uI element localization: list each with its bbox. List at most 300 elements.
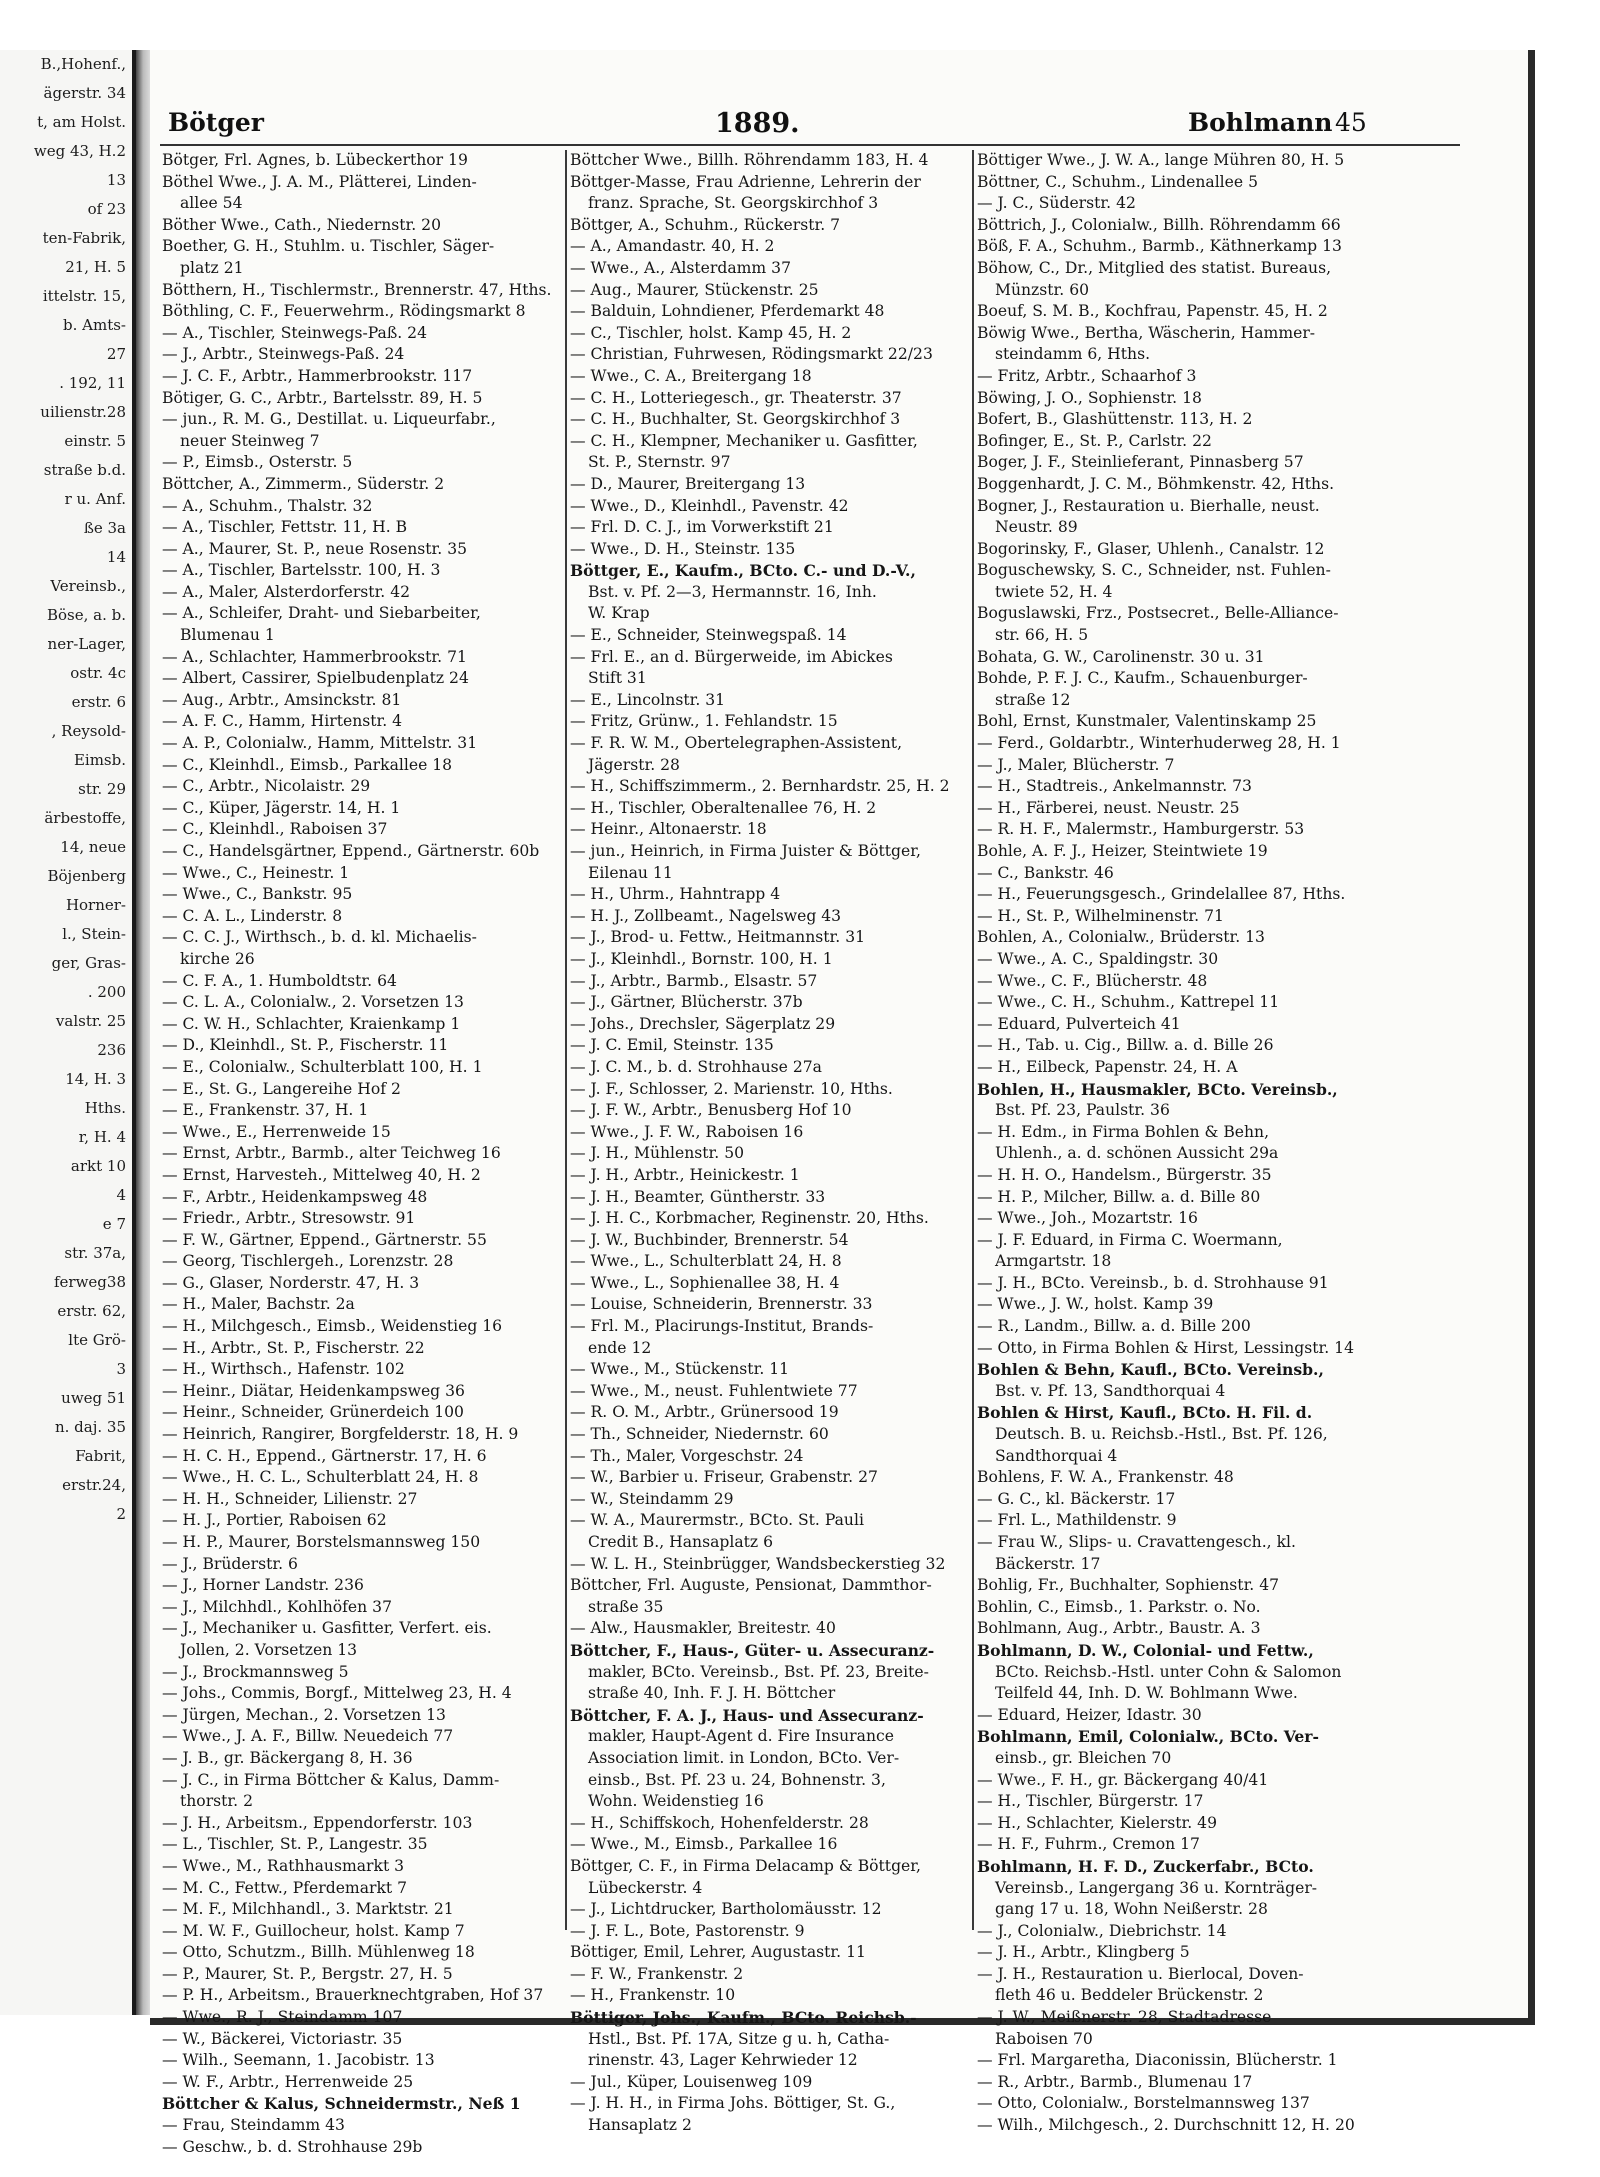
- directory-entry: — J., Milchhdl., Kohlhöfen 37: [162, 1597, 392, 1616]
- directory-entry-continuation: Münzstr. 60: [995, 280, 1090, 299]
- directory-entry-continuation: twiete 52, H. 4: [995, 582, 1113, 601]
- directory-entry: Boger, J. F., Steinlieferant, Pinnasberg 57: [977, 453, 1304, 472]
- directory-entry: — Heinr., Altonaerstr. 18: [570, 820, 767, 839]
- directory-entry: — C. H., Buchhalter, St. Georgskirchhof 3: [570, 410, 901, 429]
- directory-entry: — H., Stadtreis., Ankelmannstr. 73: [977, 777, 1252, 796]
- directory-entry: Böther Wwe., Cath., Niedernstr. 20: [162, 215, 442, 234]
- directory-entry-continuation: Bäckerstr. 17: [995, 1554, 1101, 1573]
- directory-entry: — F. W., Frankenstr. 2: [570, 1964, 744, 1983]
- previous-page-fragment: Eimsb.: [73, 751, 126, 769]
- previous-page-fragment: n. daj. 35: [54, 1418, 126, 1436]
- directory-entry: — H., Arbtr., St. P., Fischerstr. 22: [162, 1338, 425, 1357]
- previous-page-fragment: t, am Holst.: [37, 113, 126, 131]
- directory-entry-continuation: Bst. Pf. 23, Paulstr. 36: [995, 1101, 1170, 1120]
- directory-entry-continuation: Jägerstr. 28: [588, 755, 680, 774]
- directory-entry: — H., Tab. u. Cig., Billw. a. d. Bille 26: [977, 1036, 1274, 1055]
- directory-entry: — A., Tischler, Fettstr. 11, H. B: [162, 518, 408, 537]
- directory-entry: — H., Tischler, Oberaltenallee 76, H. 2: [570, 798, 877, 817]
- directory-entry: — Wwe., D., Kleinhdl., Pavenstr. 42: [570, 496, 849, 515]
- directory-entry: Boggenhardt, J. C. M., Böhmkenstr. 42, Hths.: [977, 474, 1335, 493]
- directory-entry: Böttger-Masse, Frau Adrienne, Lehrerin der: [570, 172, 921, 191]
- directory-entry: — J. H. C., Korbmacher, Reginenstr. 20, Hths.: [570, 1209, 929, 1228]
- directory-entry: — C., Handelsgärtner, Eppend., Gärtnerstr. 60b: [162, 842, 540, 860]
- directory-entry: — Frl. M., Placirungs-Institut, Brands-: [570, 1317, 874, 1336]
- directory-entry: — Fritz, Grünw., 1. Fehlandstr. 15: [570, 712, 838, 731]
- directory-entry-continuation: straße 35: [588, 1597, 664, 1616]
- directory-entry: Böttiger Wwe., J. W. A., lange Mühren 80, H. 5: [977, 151, 1345, 169]
- directory-entry: Böwig Wwe., Bertha, Wäscherin, Hammer-: [977, 323, 1316, 342]
- directory-entry: — E., Lincolnstr. 31: [570, 690, 726, 709]
- directory-entry: — Heinr., Diätar, Heidenkampsweg 36: [162, 1381, 465, 1400]
- directory-entry: — Frl. D. C. J., im Vorwerkstift 21: [570, 518, 834, 537]
- directory-entry-continuation: Eilenau 11: [588, 863, 673, 882]
- directory-entry-continuation: Credit B., Hansaplatz 6: [588, 1533, 774, 1551]
- directory-entry: — H. F., Fuhrm., Cremon 17: [977, 1835, 1200, 1854]
- directory-entry-continuation: Lübeckerstr. 4: [588, 1878, 703, 1897]
- directory-entry: Böttger, E., Kaufm., BCto. C.- und D.-V.,: [570, 561, 916, 581]
- directory-entry: — C. F. A., 1. Humboldtstr. 64: [162, 971, 397, 990]
- directory-entry: Böttiger, Johs., Kaufm., BCto. Reichsb.-: [570, 2008, 917, 2028]
- directory-entry: — Wwe., C. H., Schuhm., Kattrepel 11: [977, 993, 1280, 1012]
- directory-entry: — Wwe., F. H., gr. Bäckergang 40/41: [977, 1770, 1269, 1789]
- directory-entry: — Wwe., J. W., holst. Kamp 39: [977, 1295, 1214, 1314]
- directory-entry: — A., Tischler, Steinwegs-Paß. 24: [162, 323, 428, 342]
- directory-entry: — Ferd., Goldarbtr., Winterhuderweg 28, H. 1: [977, 734, 1341, 753]
- directory-entry: Bohlig, Fr., Buchhalter, Sophienstr. 47: [977, 1576, 1280, 1595]
- previous-page-fragment: 27: [106, 345, 126, 363]
- directory-entry: — J. H., Arbeitsm., Eppendorferstr. 103: [162, 1813, 473, 1832]
- directory-entry: — J., Gärtner, Blücherstr. 37b: [570, 993, 803, 1012]
- directory-entry-continuation: rinenstr. 43, Lager Kehrwieder 12: [588, 2051, 858, 2070]
- directory-entry-continuation: platz 21: [180, 258, 244, 277]
- directory-entry: — J. H., Arbtr., Heinickestr. 1: [570, 1165, 800, 1184]
- directory-entry-continuation: W. Krap: [588, 604, 650, 623]
- directory-page: [150, 50, 1535, 2156]
- directory-entry: — J. F. W., Arbtr., Benusberg Hof 10: [570, 1101, 852, 1120]
- directory-entry: — P., Maurer, St. P., Bergstr. 27, H. 5: [162, 1964, 453, 1983]
- directory-entry: — H., St. P., Wilhelminenstr. 71: [977, 906, 1224, 925]
- directory-entry: — J. F. Eduard, in Firma C. Woermann,: [977, 1230, 1283, 1249]
- previous-page-fragment: erstr.24,: [62, 1476, 126, 1494]
- directory-entry: — Wwe., C., Bankstr. 95: [162, 885, 353, 904]
- directory-entry: — G., Glaser, Norderstr. 47, H. 3: [162, 1273, 420, 1292]
- directory-entry-continuation: kirche 26: [180, 949, 255, 968]
- previous-page-fragment: erstr. 6: [71, 693, 126, 711]
- directory-entry: — W., Bäckerei, Victoriastr. 35: [162, 2029, 403, 2048]
- directory-entry: — Wwe., M., Eimsb., Parkallee 16: [570, 1835, 838, 1854]
- directory-entry: Bohde, P. F. J. C., Kaufm., Schauenburger-: [977, 669, 1308, 688]
- previous-page-fragment: 21, H. 5: [65, 258, 126, 276]
- directory-entry: Böttrich, J., Colonialw., Billh. Röhrendamm 66: [977, 215, 1341, 234]
- directory-entry: — C., Kleinhdl., Eimsb., Parkallee 18: [162, 755, 453, 774]
- directory-entry-continuation: Blumenau 1: [180, 626, 275, 645]
- previous-page-fragment: 3: [116, 1360, 126, 1378]
- directory-entry: — J., Brockmannsweg 5: [162, 1662, 349, 1681]
- header-rule: [160, 144, 1460, 146]
- directory-entry: Bohlmann, D. W., Colonial- und Fettw.,: [977, 1640, 1314, 1660]
- directory-entry: — Wwe., J. F. W., Raboisen 16: [570, 1122, 804, 1141]
- directory-entry: Boguschewsky, S. C., Schneider, nst. Fuhlen-: [977, 561, 1331, 580]
- directory-entry: — jun., Heinrich, in Firma Juister & Böttger,: [570, 842, 921, 860]
- directory-entry: — W., Steindamm 29: [570, 1489, 734, 1508]
- directory-entry-continuation: BCto. Reichsb.-Hstl. unter Cohn & Salomon: [995, 1662, 1342, 1681]
- directory-entry: — H., Wirthsch., Hafenstr. 102: [162, 1360, 405, 1379]
- directory-entry: — C., Tischler, holst. Kamp 45, H. 2: [570, 323, 852, 342]
- directory-entry: — F. W., Gärtner, Eppend., Gärtnerstr. 55: [162, 1230, 487, 1249]
- directory-entry-continuation: Wohn. Weidenstieg 16: [588, 1792, 764, 1811]
- directory-entry-continuation: franz. Sprache, St. Georgskirchhof 3: [588, 194, 879, 213]
- directory-entry: — A. P., Colonialw., Hamm, Mittelstr. 31: [162, 734, 478, 753]
- directory-entry: — P., Eimsb., Osterstr. 5: [162, 453, 353, 472]
- directory-entry: — Fritz, Arbtr., Schaarhof 3: [977, 366, 1197, 385]
- directory-entry: — H., Milchgesch., Eimsb., Weidenstieg 16: [162, 1317, 503, 1336]
- previous-page-fragment: 4: [116, 1186, 126, 1204]
- directory-entry: — E., Frankenstr. 37, H. 1: [162, 1101, 369, 1120]
- directory-entry: Böttger, C. F., in Firma Delacamp & Böttger,: [570, 1856, 921, 1875]
- directory-entry: Bohlmann, Aug., Arbtr., Baustr. A. 3: [977, 1619, 1261, 1638]
- directory-entry: — H., Uhrm., Hahntrapp 4: [570, 885, 781, 904]
- directory-entry: — G. C., kl. Bäckerstr. 17: [977, 1489, 1176, 1508]
- directory-entry: — H., Tischler, Bürgerstr. 17: [977, 1792, 1204, 1811]
- previous-page-fragment: str. 37a,: [64, 1244, 126, 1262]
- previous-page-fragment: weg 43, H.2: [33, 142, 126, 160]
- directory-entry: — J., Horner Landstr. 236: [162, 1576, 364, 1595]
- directory-entry-continuation: steindamm 6, Hths.: [995, 345, 1151, 364]
- directory-entry: — Wwe., M., Stückenstr. 11: [570, 1360, 790, 1379]
- directory-entry-continuation: einsb., Bst. Pf. 23 u. 24, Bohnenstr. 3,: [588, 1770, 886, 1789]
- directory-entry: — H., Frankenstr. 10: [570, 1986, 736, 2005]
- directory-entry: — Georg, Tischlergeh., Lorenzstr. 28: [162, 1252, 454, 1271]
- directory-entry: — Geschw., b. d. Strohhause 29b: [162, 2137, 423, 2156]
- directory-entry: — M. W. F., Guillocheur, holst. Kamp 7: [162, 1921, 465, 1940]
- previous-page-fragment: 14, H. 3: [65, 1070, 126, 1088]
- directory-entry: Bohlmann, Emil, Colonialw., BCto. Ver-: [977, 1727, 1319, 1747]
- directory-entry: — Eduard, Heizer, Idastr. 30: [977, 1705, 1202, 1724]
- directory-entry: — J. H., Arbtr., Klingberg 5: [977, 1943, 1190, 1962]
- directory-entry: Bohl, Ernst, Kunstmaler, Valentinskamp 25: [977, 712, 1317, 731]
- directory-entry-continuation: Uhlenh., a. d. schönen Aussicht 29a: [995, 1144, 1279, 1163]
- directory-entry: — P. H., Arbeitsm., Brauerknechtgraben, Hof 37: [162, 1986, 544, 2005]
- directory-entry: — J., Arbtr., Barmb., Elsastr. 57: [570, 971, 818, 990]
- directory-entry-continuation: St. P., Sternstr. 97: [588, 453, 731, 472]
- directory-entry: — A., Schlachter, Hammerbrookstr. 71: [162, 647, 467, 666]
- previous-page-fragment: , Reysold-: [51, 722, 126, 740]
- column-3: [977, 150, 1409, 2135]
- directory-entry: — Wwe., M., neust. Fuhlentwiete 77: [570, 1381, 858, 1400]
- directory-entry-continuation: ende 12: [588, 1338, 652, 1357]
- directory-entry: — C. L. A., Colonialw., 2. Vorsetzen 13: [162, 993, 464, 1012]
- directory-entry: — C. W. H., Schlachter, Kraienkamp 1: [162, 1014, 461, 1033]
- directory-entry: — Frl. E., an d. Bürgerweide, im Abickes: [570, 647, 893, 666]
- directory-entry: — H., Schiffszimmerm., 2. Bernhardstr. 25, H. 2: [570, 777, 950, 796]
- previous-page-fragment: Böjenberg: [47, 867, 126, 885]
- previous-page-fragment: . 192, 11: [59, 374, 126, 392]
- directory-entry-continuation: makler, BCto. Vereinsb., Bst. Pf. 23, Breite-: [588, 1662, 929, 1681]
- directory-entry: — Ernst, Harvesteh., Mittelweg 40, H. 2: [162, 1165, 481, 1184]
- directory-entry: — W. F., Arbtr., Herrenweide 25: [162, 2072, 414, 2091]
- directory-entry: — Louise, Schneiderin, Brennerstr. 33: [570, 1295, 873, 1314]
- previous-page-fragment: valstr. 25: [55, 1012, 126, 1030]
- directory-entry: — J. C., Süderstr. 42: [977, 194, 1136, 213]
- directory-entry-continuation: Raboisen 70: [995, 2029, 1093, 2048]
- directory-entry: — Heinr., Schneider, Grünerdeich 100: [162, 1403, 464, 1422]
- directory-entry: — E., St. G., Langereihe Hof 2: [162, 1079, 401, 1098]
- directory-entry: — J. C., in Firma Böttcher & Kalus, Damm-: [162, 1770, 500, 1789]
- page-number: 45: [1335, 108, 1367, 137]
- directory-entry: — Otto, in Firma Bohlen & Hirst, Lessingstr. 14: [977, 1338, 1354, 1357]
- column-2: [570, 150, 982, 2135]
- previous-page-fragment: Böse, a. b.: [46, 606, 126, 624]
- directory-entry: — J. H., Restauration u. Bierlocal, Doven-: [977, 1964, 1304, 1983]
- directory-entry: — Th., Maler, Vorgeschstr. 24: [570, 1446, 804, 1465]
- directory-entry-continuation: Teilfeld 44, Inh. D. W. Bohlmann Wwe.: [995, 1684, 1298, 1703]
- directory-entry: — A., Maurer, St. P., neue Rosenstr. 35: [162, 539, 468, 558]
- directory-entry: Böttiger, Emil, Lehrer, Augustastr. 11: [570, 1943, 866, 1962]
- directory-entry-continuation: straße 12: [995, 690, 1071, 709]
- directory-entry-continuation: Association limit. in London, BCto. Ver-: [588, 1748, 900, 1767]
- directory-entry: — Friedr., Arbtr., Stresowstr. 91: [162, 1209, 416, 1228]
- previous-page-fragment: lte Grö-: [68, 1331, 126, 1349]
- directory-entry: — Aug., Maurer, Stückenstr. 25: [570, 280, 819, 299]
- previous-page-fragment: ittelstr. 15,: [42, 287, 126, 305]
- previous-page-fragment: str. 29: [78, 780, 126, 798]
- directory-entry: — Jürgen, Mechan., 2. Vorsetzen 13: [162, 1705, 446, 1724]
- directory-entry: — H. H., Schneider, Lilienstr. 27: [162, 1489, 418, 1508]
- previous-page-fragment: b. Amts-: [63, 316, 126, 334]
- directory-entry: — Wwe., C., Heinestr. 1: [162, 863, 350, 882]
- directory-entry: — J., Lichtdrucker, Bartholomäusstr. 12: [570, 1900, 882, 1919]
- previous-page-fragment: ostr. 4c: [70, 664, 126, 682]
- directory-entry: — C. H., Klempner, Mechaniker u. Gasfitter,: [570, 431, 918, 450]
- directory-entry: — C. A. L., Linderstr. 8: [162, 906, 343, 925]
- directory-entry-continuation: fleth 46 u. Beddeler Brückenstr. 2: [995, 1986, 1264, 2005]
- directory-entry: — J. C. M., b. d. Strohhause 27a: [570, 1057, 822, 1076]
- directory-entry: — Frau W., Slips- u. Cravattengesch., kl.: [977, 1533, 1296, 1551]
- directory-entry: — jun., R. M. G., Destillat. u. Liqueurfabr.,: [162, 410, 496, 429]
- directory-entry: Bogorinsky, F., Glaser, Uhlenh., Canalstr. 12: [977, 539, 1325, 558]
- directory-entry: Bohlmann, H. F. D., Zuckerfabr., BCto.: [977, 1856, 1314, 1876]
- directory-entry-continuation: Vereinsb., Langergang 36 u. Kornträger-: [995, 1878, 1318, 1897]
- directory-entry: — Heinrich, Rangirer, Borgfelderstr. 18, H. 9: [162, 1425, 519, 1444]
- previous-page-fragment: r, H. 4: [78, 1128, 126, 1146]
- previous-page-fragment: Horner-: [65, 896, 126, 914]
- directory-entry: — D., Kleinhdl., St. P., Fischerstr. 11: [162, 1036, 449, 1055]
- directory-entry: — A., Schuhm., Thalstr. 32: [162, 496, 373, 515]
- previous-page-fragment: r u. Anf.: [64, 490, 126, 508]
- directory-entry: Böthel Wwe., J. A. M., Plätterei, Linden-: [162, 172, 477, 191]
- directory-entry: — A., Amandastr. 40, H. 2: [570, 237, 775, 256]
- directory-entry: — Otto, Colonialw., Borstelmannsweg 137: [977, 2094, 1310, 2113]
- directory-entry: — C., Bankstr. 46: [977, 863, 1114, 882]
- previous-page-fragment: arkt 10: [70, 1157, 126, 1175]
- directory-entry: — J., Maler, Blücherstr. 7: [977, 755, 1175, 774]
- directory-entry-continuation: thorstr. 2: [180, 1792, 253, 1811]
- directory-entry-continuation: str. 66, H. 5: [995, 626, 1089, 645]
- directory-entry: Böttger, A., Schuhm., Rückerstr. 7: [570, 215, 841, 234]
- column-divider: [565, 150, 567, 1930]
- directory-entry: — R., Arbtr., Barmb., Blumenau 17: [977, 2072, 1253, 2091]
- directory-entry: — Christian, Fuhrwesen, Rödingsmarkt 22/23: [570, 345, 933, 364]
- previous-page-fragment: 2: [116, 1505, 126, 1523]
- previous-page-fragment: ägerstr. 34: [43, 84, 126, 102]
- previous-page-fragment: ärbestoffe,: [44, 809, 126, 827]
- directory-entry: — Wwe., A. C., Spaldingstr. 30: [977, 949, 1219, 968]
- directory-entry: — Alw., Hausmakler, Breitestr. 40: [570, 1619, 836, 1638]
- directory-entry: — W., Barbier u. Friseur, Grabenstr. 27: [570, 1468, 878, 1487]
- directory-entry: — A., Schleifer, Draht- und Siebarbeiter,: [162, 604, 481, 623]
- directory-entry: Böttcher, A., Zimmerm., Süderstr. 2: [162, 474, 445, 493]
- directory-entry: — Wwe., C. F., Blücherstr. 48: [977, 971, 1208, 990]
- directory-entry: — H. P., Maurer, Borstelsmannsweg 150: [162, 1533, 481, 1551]
- directory-entry: Bohlens, F. W. A., Frankenstr. 48: [977, 1468, 1234, 1487]
- column-divider: [972, 150, 974, 1930]
- directory-entry: — J. H., Mühlenstr. 50: [570, 1144, 745, 1163]
- directory-entry: — Frl. L., Mathildenstr. 9: [977, 1511, 1177, 1530]
- directory-entry: — Frl. Margaretha, Diaconissin, Blücherstr. 1: [977, 2051, 1338, 2070]
- directory-entry: — D., Maurer, Breitergang 13: [570, 474, 806, 493]
- directory-entry: Bogner, J., Restauration u. Bierhalle, neust.: [977, 496, 1320, 515]
- directory-entry: — J. H., Beamter, Güntherstr. 33: [570, 1187, 826, 1206]
- directory-entry: Bohlen, H., Hausmakler, BCto. Vereinsb.,: [977, 1079, 1338, 1099]
- directory-entry: — J. C. F., Arbtr., Hammerbrookstr. 117: [162, 366, 473, 385]
- directory-entry: — J., Brüderstr. 6: [162, 1554, 298, 1573]
- directory-entry: Bohlen & Hirst, Kaufl., BCto. H. Fil. d.: [977, 1403, 1313, 1423]
- directory-entry: — Aug., Arbtr., Amsinckstr. 81: [162, 690, 402, 709]
- directory-entry: Bofert, B., Glashüttenstr. 113, H. 2: [977, 410, 1253, 429]
- directory-entry: — R., Landm., Billw. a. d. Bille 200: [977, 1317, 1251, 1336]
- previous-page-fragment: ße 3a: [83, 519, 126, 537]
- previous-page-fragment: B.,Hohenf.,: [40, 55, 126, 73]
- directory-entry: — R. H. F., Malermstr., Hamburgerstr. 53: [977, 820, 1305, 839]
- directory-entry: Böthling, C. F., Feuerwehrm., Rödingsmarkt 8: [162, 302, 526, 321]
- directory-entry: — J. B., gr. Bäckergang 8, H. 36: [162, 1748, 413, 1767]
- directory-entry: — J. F. L., Bote, Pastorenstr. 9: [570, 1921, 805, 1940]
- directory-entry: — J. W., Meißnerstr. 28, Stadtadresse: [977, 2008, 1272, 2027]
- previous-page-edge: [0, 50, 136, 2015]
- directory-entry-continuation: Stift 31: [588, 669, 647, 688]
- directory-entry: — H., Maler, Bachstr. 2a: [162, 1295, 355, 1314]
- directory-entry: Bötger, Frl. Agnes, b. Lübeckerthor 19: [162, 151, 468, 169]
- directory-entry: — E., Schneider, Steinwegspaß. 14: [570, 626, 847, 645]
- directory-entry: — H., Eilbeck, Papenstr. 24, H. A: [977, 1057, 1238, 1076]
- previous-page-fragment: . 200: [87, 983, 126, 1001]
- directory-entry-continuation: Deutsch. B. u. Reichsb.-Hstl., Bst. Pf. 126,: [995, 1425, 1328, 1444]
- directory-entry: — H. J., Portier, Raboisen 62: [162, 1511, 387, 1530]
- directory-entry: — M. F., Milchhandl., 3. Marktstr. 21: [162, 1900, 454, 1919]
- directory-entry: — Eduard, Pulverteich 41: [977, 1014, 1181, 1033]
- directory-entry: — Johs., Drechsler, Sägerplatz 29: [570, 1014, 836, 1033]
- directory-entry: Bohata, G. W., Carolinenstr. 30 u. 31: [977, 647, 1265, 666]
- previous-page-fragment: 236: [97, 1041, 126, 1059]
- directory-entry: Böttcher, F., Haus-, Güter- u. Assecuranz-: [570, 1640, 935, 1660]
- directory-entry: Böttner, C., Schuhm., Lindenallee 5: [977, 172, 1258, 191]
- directory-entry: — Jul., Küper, Louisenweg 109: [570, 2072, 813, 2091]
- directory-entry: Böttcher & Kalus, Schneidermstr., Neß 1: [162, 2094, 521, 2114]
- page-header: [150, 108, 1528, 148]
- directory-entry: — Wwe., M., Rathhausmarkt 3: [162, 1856, 405, 1875]
- directory-entry-continuation: Bst. v. Pf. 2—3, Hermannstr. 16, Inh.: [588, 582, 877, 601]
- directory-entry: — Balduin, Lohndiener, Pferdemarkt 48: [570, 302, 885, 321]
- directory-entry: — Wilh., Milchgesch., 2. Durchschnitt 12, H. 20: [977, 2116, 1355, 2135]
- column-1: [162, 150, 574, 2156]
- directory-entry: — Johs., Commis, Borgf., Mittelweg 23, H. 4: [162, 1684, 512, 1703]
- previous-page-fragment: Vereinsb.,: [50, 577, 126, 595]
- directory-entry: Böttcher, Frl. Auguste, Pensionat, Dammthor-: [570, 1576, 932, 1595]
- directory-entry-continuation: Hstl., Bst. Pf. 17A, Sitze g u. h, Catha-: [588, 2029, 890, 2048]
- directory-entry: — C., Kleinhdl., Raboisen 37: [162, 820, 388, 839]
- directory-entry: Bohlen, A., Colonialw., Brüderstr. 13: [977, 928, 1265, 947]
- directory-entry-continuation: neuer Steinweg 7: [180, 431, 320, 450]
- previous-page-fragment: of 23: [87, 200, 126, 218]
- directory-entry: Bötiger, G. C., Arbtr., Bartelsstr. 89, H. 5: [162, 388, 483, 407]
- directory-entry: — W. L. H., Steinbrügger, Wandsbeckerstieg 32: [570, 1554, 946, 1573]
- header-year: 1889.: [715, 108, 800, 139]
- directory-entry-continuation: Sandthorquai 4: [995, 1446, 1118, 1465]
- directory-entry-continuation: Jollen, 2. Vorsetzen 13: [180, 1640, 358, 1659]
- previous-page-fragment: ten-Fabrik,: [42, 229, 126, 247]
- previous-page-fragment: 14: [106, 548, 126, 566]
- directory-entry: — Wwe., L., Sophienallee 38, H. 4: [570, 1273, 840, 1292]
- previous-page-fragment: straße b.d.: [43, 461, 126, 479]
- directory-entry: Böwing, J. O., Sophienstr. 18: [977, 388, 1202, 407]
- directory-entry: — J. C. Emil, Steinstr. 135: [570, 1036, 774, 1055]
- directory-entry: Bofinger, E., St. P., Carlstr. 22: [977, 431, 1212, 450]
- directory-entry: Böttcher, F. A. J., Haus- und Assecuranz-: [570, 1705, 924, 1725]
- directory-entry: — C., Küper, Jägerstr. 14, H. 1: [162, 798, 401, 817]
- directory-entry: — J. H., BCto. Vereinsb., b. d. Strohhause 91: [977, 1273, 1329, 1292]
- header-right-keyword: Bohlmann: [1188, 108, 1333, 137]
- directory-entry: — J. W., Buchbinder, Brennerstr. 54: [570, 1230, 849, 1249]
- directory-entry: Bohlen & Behn, Kaufl., BCto. Vereinsb.,: [977, 1360, 1324, 1380]
- directory-entry: Bötthern, H., Tischlermstr., Brennerstr. 47, Hths.: [162, 280, 552, 299]
- directory-entry: — H., Schiffskoch, Hohenfelderstr. 28: [570, 1813, 869, 1832]
- directory-entry: — J. F., Schlosser, 2. Marienstr. 10, Hths.: [570, 1079, 893, 1098]
- directory-entry: — H. Edm., in Firma Bohlen & Behn,: [977, 1122, 1270, 1141]
- directory-entry: — J., Mechaniker u. Gasfitter, Verfert. eis.: [162, 1619, 492, 1638]
- previous-page-fragment: einstr. 5: [64, 432, 126, 450]
- directory-entry-continuation: Hansaplatz 2: [588, 2116, 692, 2135]
- directory-entry: — E., Colonialw., Schulterblatt 100, H. 1: [162, 1057, 483, 1076]
- directory-entry: — Frau, Steindamm 43: [162, 2116, 345, 2135]
- directory-entry: — H. H. O., Handelsm., Bürgerstr. 35: [977, 1165, 1272, 1184]
- directory-entry: — W. A., Maurermstr., BCto. St. Pauli: [570, 1511, 864, 1530]
- directory-entry: — J., Arbtr., Steinwegs-Paß. 24: [162, 345, 405, 364]
- directory-entry: — H. C. H., Eppend., Gärtnerstr. 17, H. 6: [162, 1446, 487, 1465]
- directory-entry: — H., Feuerungsgesch., Grindelallee 87, Hths.: [977, 885, 1346, 904]
- directory-entry: — H. J., Zollbeamt., Nagelsweg 43: [570, 906, 842, 925]
- previous-page-fragment: 14, neue: [60, 838, 126, 856]
- directory-entry: — Wwe., Joh., Mozartstr. 16: [977, 1209, 1198, 1228]
- previous-page-fragment: uilienstr.28: [40, 403, 126, 421]
- directory-entry: — Otto, Schutzm., Billh. Mühlenweg 18: [162, 1943, 475, 1962]
- previous-page-fragment: 13: [106, 171, 126, 189]
- directory-entry: — F. R. W. M., Obertelegraphen-Assistent,: [570, 734, 903, 753]
- header-left-keyword: Bötger: [168, 108, 264, 137]
- directory-entry: — A., Tischler, Bartelsstr. 100, H. 3: [162, 561, 441, 580]
- directory-entry: — H., Schlachter, Kielerstr. 49: [977, 1813, 1217, 1832]
- directory-entry-continuation: einsb., gr. Bleichen 70: [995, 1748, 1172, 1767]
- directory-entry: Böhow, C., Dr., Mitglied des statist. Bureaus,: [977, 258, 1332, 277]
- directory-entry: — J., Colonialw., Diebrichstr. 14: [977, 1921, 1227, 1940]
- directory-entry: Boeuf, S. M. B., Kochfrau, Papenstr. 45, H. 2: [977, 302, 1328, 321]
- directory-entry-continuation: Neustr. 89: [995, 518, 1078, 537]
- previous-page-fragment: ner-Lager,: [47, 635, 126, 653]
- directory-entry: — C., Arbtr., Nicolaistr. 29: [162, 777, 371, 796]
- directory-entry-continuation: gang 17 u. 18, Wohn Neißerstr. 28: [995, 1900, 1268, 1919]
- directory-entry: — M. C., Fettw., Pferdemarkt 7: [162, 1878, 408, 1897]
- directory-entry: — L., Tischler, St. P., Langestr. 35: [162, 1835, 428, 1854]
- directory-entry: — Wwe., R. J., Steindamm 107: [162, 2008, 403, 2027]
